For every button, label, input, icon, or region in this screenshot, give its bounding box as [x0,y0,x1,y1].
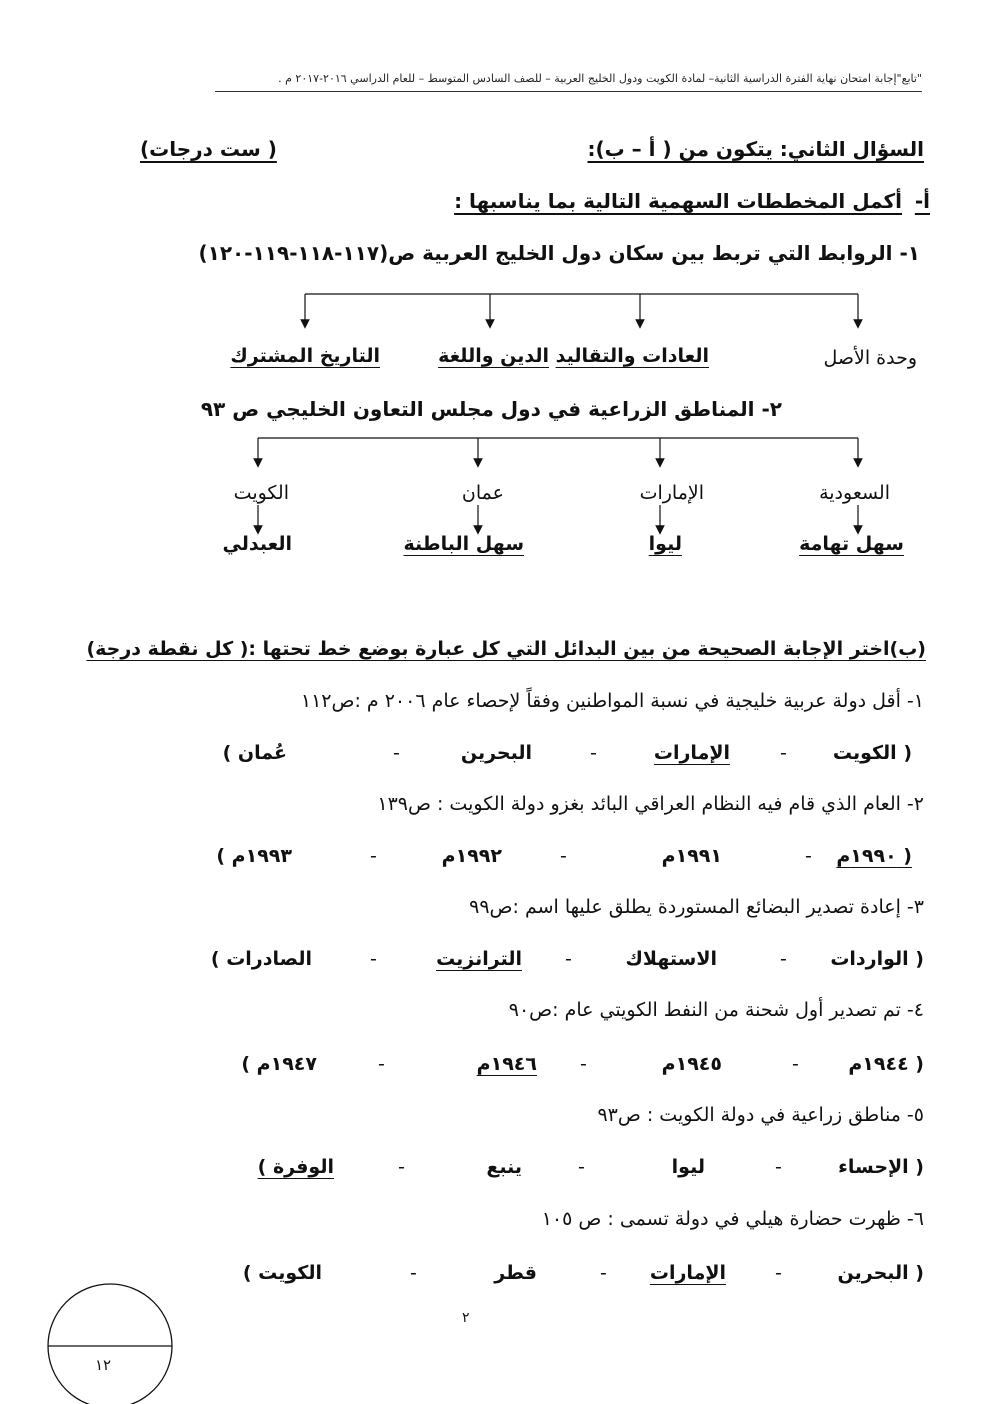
question-1-option-4: عُمان ) [222,742,287,764]
question-3-text: ٣- إعادة تصدير البضائع المستوردة يطلق عليها اسم :ص٩٩ [469,896,924,918]
question-1-text: ١- أقل دولة عربية خليجية في نسبة المواطنين وفقاً لإحصاء عام ٢٠٠٦ م :ص١١٢ [300,690,924,712]
part-a-label: أ- [914,189,930,213]
question-2-text: ٢- العام الذي قام فيه النظام العراقي البائد بغزو دولة الكويت : ص١٣٩ [377,793,924,815]
question-2-option-1: ( ١٩٩٠م [836,845,912,867]
option-separator: - [565,948,572,970]
option-separator: - [775,1262,782,1284]
question-4-option-3: ١٩٤٦م [476,1053,537,1075]
question-3-option-4: الصادرات ) [210,948,312,970]
option-separator: - [590,742,597,764]
score-value: ١٢ [95,1356,112,1374]
question-2-option-2: ١٩٩١م [661,845,722,867]
diagram1-arrows [305,294,858,324]
diagram1-item-history: التاريخ المشترك [230,345,380,367]
question-4-option-2: ١٩٤٥م [661,1053,722,1075]
option-separator: - [792,1053,799,1075]
option-separator: - [600,1262,607,1284]
option-separator: - [370,845,377,867]
question-6-text: ٦- ظهرت حضارة هيلي في دولة تسمى : ص ١٠٥ [541,1208,924,1230]
question-3-option-1: ( الواردات [830,948,924,970]
option-separator: - [775,1156,782,1178]
question-2-option-3: ١٩٩٢م [441,845,502,867]
question-5-text: ٥- مناطق زراعية في دولة الكويت : ص٩٣ [597,1104,924,1126]
option-separator: - [560,845,567,867]
question-1-option-1: ( الكويت [832,742,912,764]
question-5-option-1: ( الإحساء [838,1156,924,1178]
diagram1-item-religion: الدين واللغة [438,345,549,367]
option-separator: - [780,948,787,970]
question-5-option-3: ينبع [486,1156,522,1178]
diagram2-region-tihama: سهل تهامة [799,533,904,555]
question-4-option-4: ١٩٤٧م ) [241,1053,317,1075]
question-6-option-1: ( البحرين [837,1262,924,1284]
option-separator: - [410,1262,417,1284]
option-separator: - [378,1053,385,1075]
diagram2-country-saudi: السعودية [819,482,890,504]
exam-header: "تابع"إجابة امتحان نهاية الفترة الدراسية الثانية– لمادة الكويت ودول الخليج العربية – للصف السادس المتوسط – للعام الدراسي ٢٠١٦-٢٠١٧ م . [278,72,922,85]
question-3-option-3: الترانزيت [436,948,522,970]
option-separator: - [580,1053,587,1075]
option-separator: - [578,1156,585,1178]
diagram1-title: ١- الروابط التي تربط بين سكان دول الخليج العربية ص(١١٧-١١٨-١١٩-١٢٠) [198,241,920,265]
option-separator: - [370,948,377,970]
diagram2-title: ٢- المناطق الزراعية في دول مجلس التعاون الخليجي ص ٩٣ [200,397,782,421]
question-6-option-2: الإمارات [649,1262,726,1284]
part-b-title: (ب)اختر الإجابة الصحيحة من بين البدائل التي كل عبارة بوضع خط تحتها :( كل نقطة درجة) [86,638,926,660]
question-1-option-2: الإمارات [653,742,730,764]
question-6-option-4: الكويت ) [242,1262,322,1284]
question-4-text: ٤- تم تصدير أول شحنة من النفط الكويتي عام :ص٩٠ [508,999,924,1021]
option-separator: - [393,742,400,764]
question-1-option-3: البحرين [460,742,532,764]
option-separator: - [805,845,812,867]
question-title: السؤال الثاني: يتكون من ( أ – ب): [587,137,924,161]
score-circle [48,1284,172,1404]
diagram1-item-origin: وحدة الأصل [823,347,917,369]
question-3-option-2: الاستهلاك [625,948,717,970]
diagram2-arrows [258,438,858,530]
diagram2-country-kuwait: الكويت [233,482,289,504]
option-separator: - [398,1156,405,1178]
question-5-option-4: الوفرة ) [257,1156,334,1178]
question-marks: ( ست درجات) [140,137,277,161]
diagram2-region-batinah: سهل الباطنة [403,533,524,555]
question-5-option-2: ليوا [671,1156,705,1178]
question-2-option-4: ١٩٩٣م ) [216,845,292,867]
question-4-option-1: ( ١٩٤٤م [848,1053,924,1075]
page-number: ٢ [462,1310,470,1326]
diagram1-item-customs: العادات والتقاليد [555,345,709,367]
diagram2-country-uae: الإمارات [639,482,704,504]
diagram2-country-oman: عمان [461,482,504,504]
diagram2-region-liwa: ليوا [648,533,682,555]
option-separator: - [780,742,787,764]
question-6-option-3: قطر [494,1262,537,1284]
part-a-title: أكمل المخططات السهمية التالية بما يناسبها : [454,189,902,213]
diagram2-region-abdali: العبدلي [222,533,292,555]
